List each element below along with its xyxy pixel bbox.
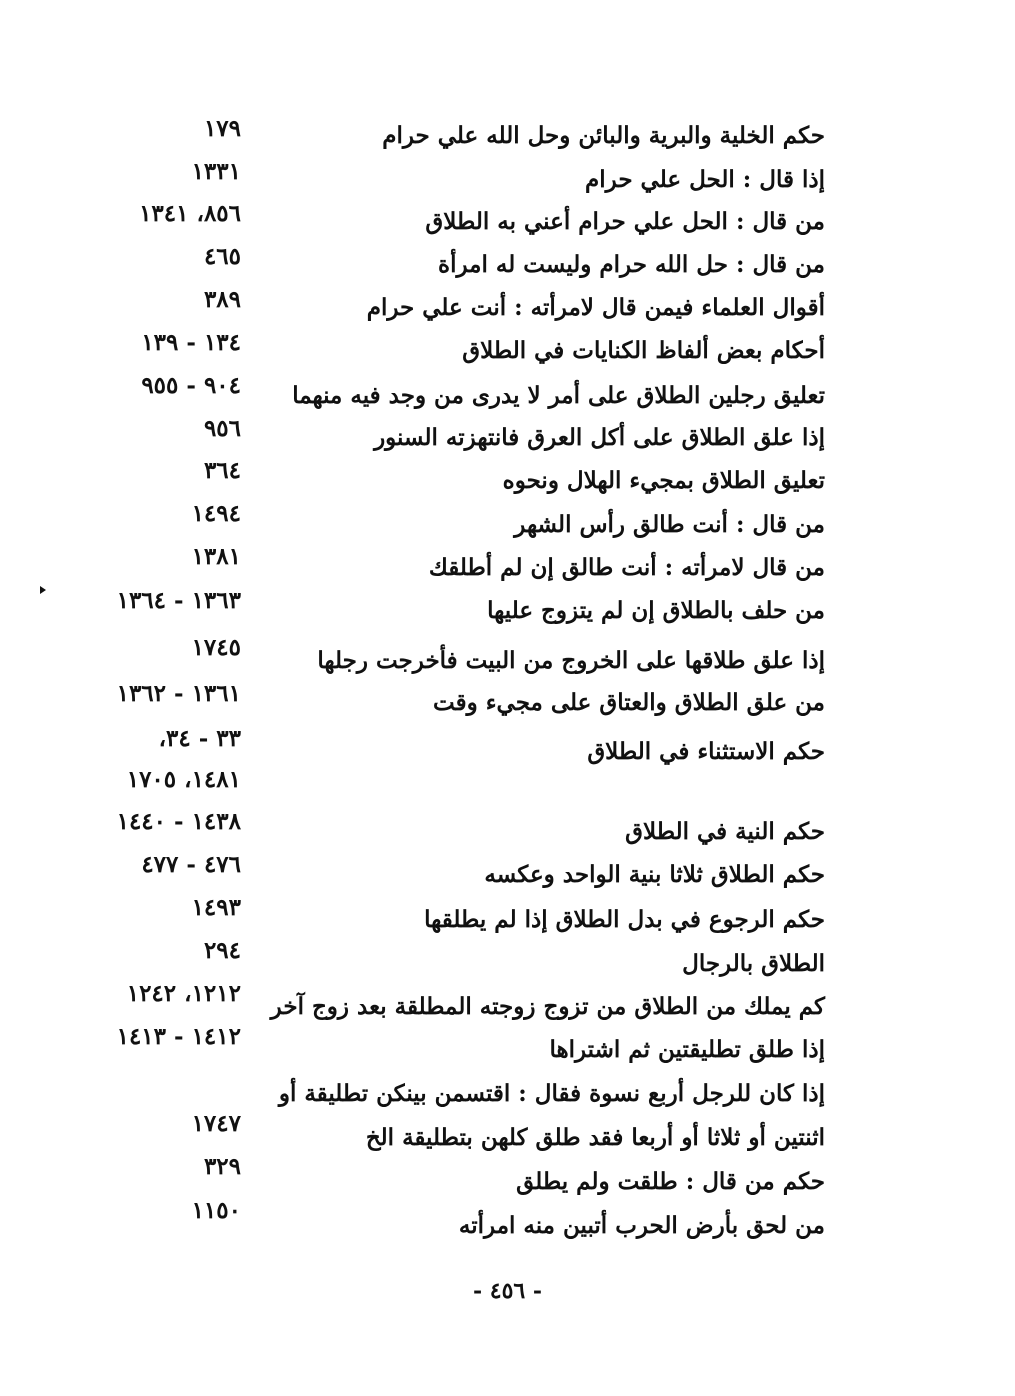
index-page-refs: ٤٦٥ xyxy=(203,243,241,270)
index-topic: من حلف بالطلاق إن لم يتزوج عليها xyxy=(487,597,825,624)
index-topic: حكم الطلاق ثلاثا بنية الواحد وعكسه xyxy=(484,861,825,888)
index-topic: إذا قال : الحل علي حرام xyxy=(585,166,825,193)
index-topic: الطلاق بالرجال xyxy=(682,950,825,977)
index-page-refs: ١٢١٢، ١٢٤٢ xyxy=(126,980,241,1007)
index-page-refs: ٩٥٦ xyxy=(203,415,241,442)
index-page-refs: ١٣٣١ xyxy=(191,158,241,185)
index-topic: اثنتين أو ثلاثا أو أربعا فقد طلق كلهن بتطليقة الخ xyxy=(365,1124,825,1151)
index-topic: حكم من قال : طلقت ولم يطلق xyxy=(516,1168,825,1195)
index-page-refs: ٣٢٩ xyxy=(203,1153,241,1180)
index-topic: تعليق الطلاق بمجيء الهلال ونحوه xyxy=(502,467,825,494)
margin-mark xyxy=(40,586,46,594)
index-page-refs: ٣٦٤ xyxy=(203,457,241,484)
index-topic: من لحق بأرض الحرب أتبين منه امرأته xyxy=(458,1212,825,1239)
index-page-refs: ١٤٨١، ١٧٠٥ xyxy=(126,766,241,793)
index-topic: حكم الرجوع في بدل الطلاق إذا لم يطلقها xyxy=(424,906,825,933)
index-page-refs: ١٧٤٥ xyxy=(191,634,241,661)
index-topic: أحكام بعض ألفاظ الكنايات في الطلاق xyxy=(462,337,825,364)
index-page-refs: ١٣٦١ - ١٣٦٢ xyxy=(116,680,241,707)
index-topic: من علق الطلاق والعتاق على مجيء وقت xyxy=(433,689,825,716)
index-page-refs: ١١٥٠ xyxy=(191,1197,241,1224)
index-page-refs: ١٣٤ - ١٣٩ xyxy=(141,329,241,356)
index-page-refs: ١٧٤٧ xyxy=(191,1110,241,1137)
index-page-refs: ١٧٩ xyxy=(203,115,241,142)
index-topic: أقوال العلماء فيمن قال لامرأته : أنت علي حرام xyxy=(366,294,825,321)
index-topic: إذا كان للرجل أربع نسوة فقال : اقتسمن بينكن تطليقة أو xyxy=(278,1080,825,1107)
index-topic: إذا طلق تطليقتين ثم اشتراها xyxy=(549,1036,825,1063)
index-topic: حكم الاستثناء في الطلاق xyxy=(587,738,825,765)
index-page-refs: ٣٣ - ٣٤، xyxy=(158,725,241,752)
index-topic: حكم الخلية والبرية والبائن وحل الله علي حرام xyxy=(382,122,825,149)
index-page-refs: ٨٥٦، ١٣٤١ xyxy=(139,200,241,227)
index-page-refs: ١٣٨١ xyxy=(191,543,241,570)
index-topic: من قال : حل الله حرام وليست له امرأة xyxy=(438,251,825,278)
index-page-refs: ٢٩٤ xyxy=(203,937,241,964)
index-page-refs: ٣٨٩ xyxy=(203,286,241,313)
index-page-refs: ١٤٣٨ - ١٤٤٠ xyxy=(116,808,241,835)
page-number: - ٤٥٦ - xyxy=(472,1278,543,1304)
index-page-refs: ٤٧٦ - ٤٧٧ xyxy=(141,851,241,878)
index-topic: من قال : الحل علي حرام أعني به الطلاق xyxy=(425,208,825,235)
index-page-refs: ١٤١٢ - ١٤١٣ xyxy=(116,1023,241,1050)
index-topic: إذا علق الطلاق على أكل العرق فانتهزته السنور xyxy=(374,424,825,451)
index-page-refs: ٩٠٤ - ٩٥٥ xyxy=(141,372,241,399)
index-topic: من قال لامرأته : أنت طالق إن لم أطلقك xyxy=(428,554,825,581)
index-topic: إذا علق طلاقها على الخروج من البيت فأخرجت رجلها xyxy=(317,647,825,674)
index-page-refs: ١٤٩٤ xyxy=(191,500,241,527)
index-topic: كم يملك من الطلاق من تزوج زوجته المطلقة بعد زوج آخر xyxy=(270,993,825,1020)
index-page-refs: ١٣٦٣ - ١٣٦٤ xyxy=(116,587,241,614)
index-topic: تعليق رجلين الطلاق على أمر لا يدرى من وجد فيه منهما xyxy=(292,382,825,409)
index-page-refs: ١٤٩٣ xyxy=(191,894,241,921)
index-topic: حكم النية في الطلاق xyxy=(625,818,825,845)
index-topic: من قال : أنت طالق رأس الشهر xyxy=(514,511,825,538)
